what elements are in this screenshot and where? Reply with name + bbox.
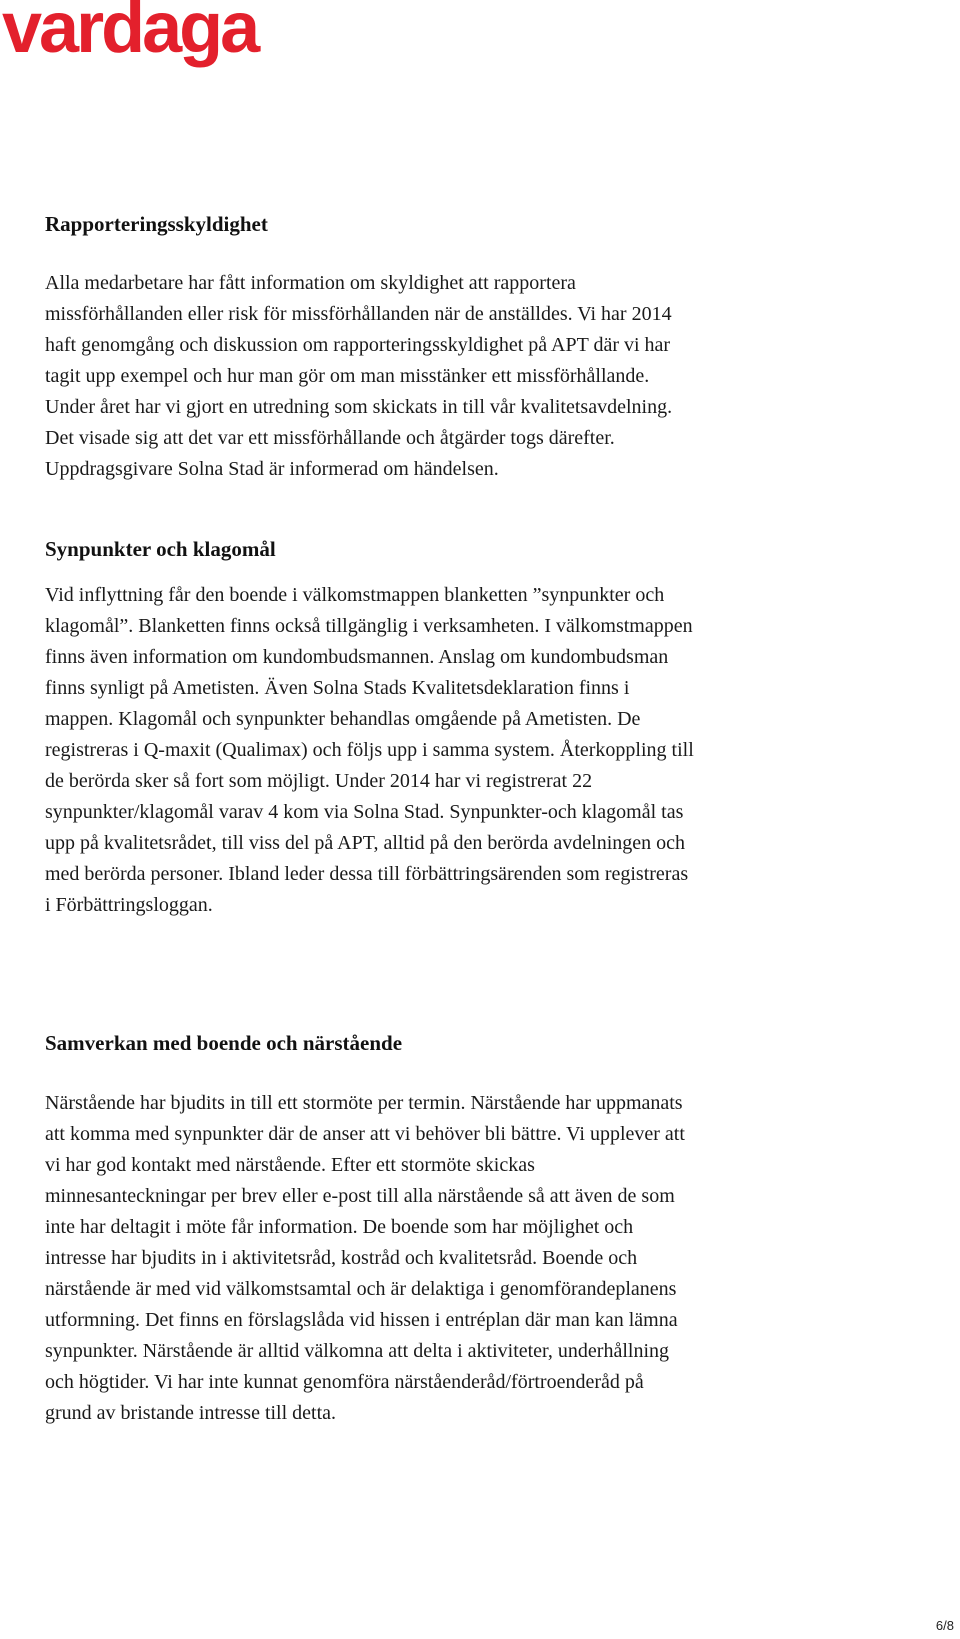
paragraph-line: grund av bristande intresse till detta. — [45, 1402, 337, 1424]
paragraph-line: de berörda sker så fort som möjligt. Under 2014 har vi registrerat 22 — [45, 770, 593, 792]
section-heading-synpunkter-och-klagomal: Synpunkter och klagomål — [45, 537, 276, 561]
paragraph-line: i Förbättringsloggan. — [45, 894, 213, 916]
paragraph-line: finns synligt på Ametisten. Även Solna Stads Kvalitetsdeklaration finns i — [45, 677, 630, 699]
paragraph-line: intresse har bjudits in i aktivitetsråd, kostråd och kvalitetsråd. Boende och — [45, 1247, 638, 1269]
vardaga-logo — [0, 0, 310, 86]
paragraph-line: registreras i Q-maxit (Qualimax) och följs upp i samma system. Återkoppling till — [45, 739, 694, 761]
section-heading-samverkan-med-boende: Samverkan med boende och närstående — [45, 1031, 403, 1055]
paragraph-line: Under året har vi gjort en utredning som skickats in till vår kvalitetsavdelning. — [45, 396, 673, 418]
vardaga-logo-mark — [0, 0, 310, 86]
page-number: 6/8 — [935, 1618, 954, 1633]
paragraph-line: synpunkter. Närstående är alltid välkomna att delta i aktiviteter, underhållning — [45, 1340, 670, 1362]
section-heading-rapporteringsskyldighet: Rapporteringsskyldighet — [45, 212, 268, 236]
section-paragraph-samverkan-med-boende — [45, 1088, 925, 1429]
paragraph-line: upp på kvalitetsrådet, till viss del på APT, alltid på den berörda avdelningen och — [45, 832, 686, 854]
paragraph-line: Uppdragsgivare Solna Stad är informerad om händelsen. — [45, 458, 499, 480]
paragraph-line: tagit upp exempel och hur man gör om man misstänker ett missförhållande. — [45, 365, 650, 387]
paragraph-line: Vid inflyttning får den boende i välkomstmappen blanketten ”synpunkter och — [45, 584, 665, 606]
paragraph-line: närstående är med vid välkomstsamtal och är delaktiga i genomförandeplanens — [45, 1278, 677, 1300]
paragraph-line: Alla medarbetare har fått information om skyldighet att rapportera — [45, 272, 576, 294]
paragraph-line: synpunkter/klagomål varav 4 kom via Solna Stad. Synpunkter-och klagomål tas — [45, 801, 684, 823]
paragraph-line: utformning. Det finns en förslagslåda vid hissen i entréplan där man kan lämna — [45, 1309, 678, 1331]
paragraph-line: missförhållanden eller risk för missförhållanden när de anställdes. Vi har 2014 — [45, 303, 672, 325]
paragraph-line: och högtider. Vi har inte kunnat genomföra närståenderåd/förtroenderåd på — [45, 1371, 644, 1393]
paragraph-line: haft genomgång och diskussion om rapporteringsskyldighet på APT där vi har — [45, 334, 671, 356]
paragraph-line: inte har deltagit i möte får information. De boende som har möjlighet och — [45, 1216, 634, 1238]
section-paragraph-rapporteringsskyldighet — [45, 268, 925, 485]
section-paragraph-synpunkter-och-klagomal — [45, 580, 925, 921]
svg-text:vardaga: vardaga — [2, 0, 258, 68]
paragraph-line: Närstående har bjudits in till ett stormöte per termin. Närstående har uppmanats — [45, 1092, 683, 1114]
paragraph-line: mappen. Klagomål och synpunkter behandlas omgående på Ametisten. De — [45, 708, 641, 730]
paragraph-line: klagomål”. Blanketten finns också tillgänglig i verksamheten. I välkomstmappen — [45, 615, 693, 637]
paragraph-line: vi har god kontakt med närstående. Efter ett stormöte skickas — [45, 1154, 535, 1176]
paragraph-line: Det visade sig att det var ett missförhållande och åtgärder togs därefter. — [45, 427, 615, 449]
paragraph-line: minnesanteckningar per brev eller e-post till alla närstående så att även de som — [45, 1185, 675, 1207]
paragraph-line: med berörda personer. Ibland leder dessa till förbättringsärenden som registreras — [45, 863, 689, 885]
paragraph-line: finns även information om kundombudsmannen. Anslag om kundombudsman — [45, 646, 669, 668]
paragraph-line: att komma med synpunkter där de anser att vi behöver bli bättre. Vi upplever att — [45, 1123, 685, 1145]
